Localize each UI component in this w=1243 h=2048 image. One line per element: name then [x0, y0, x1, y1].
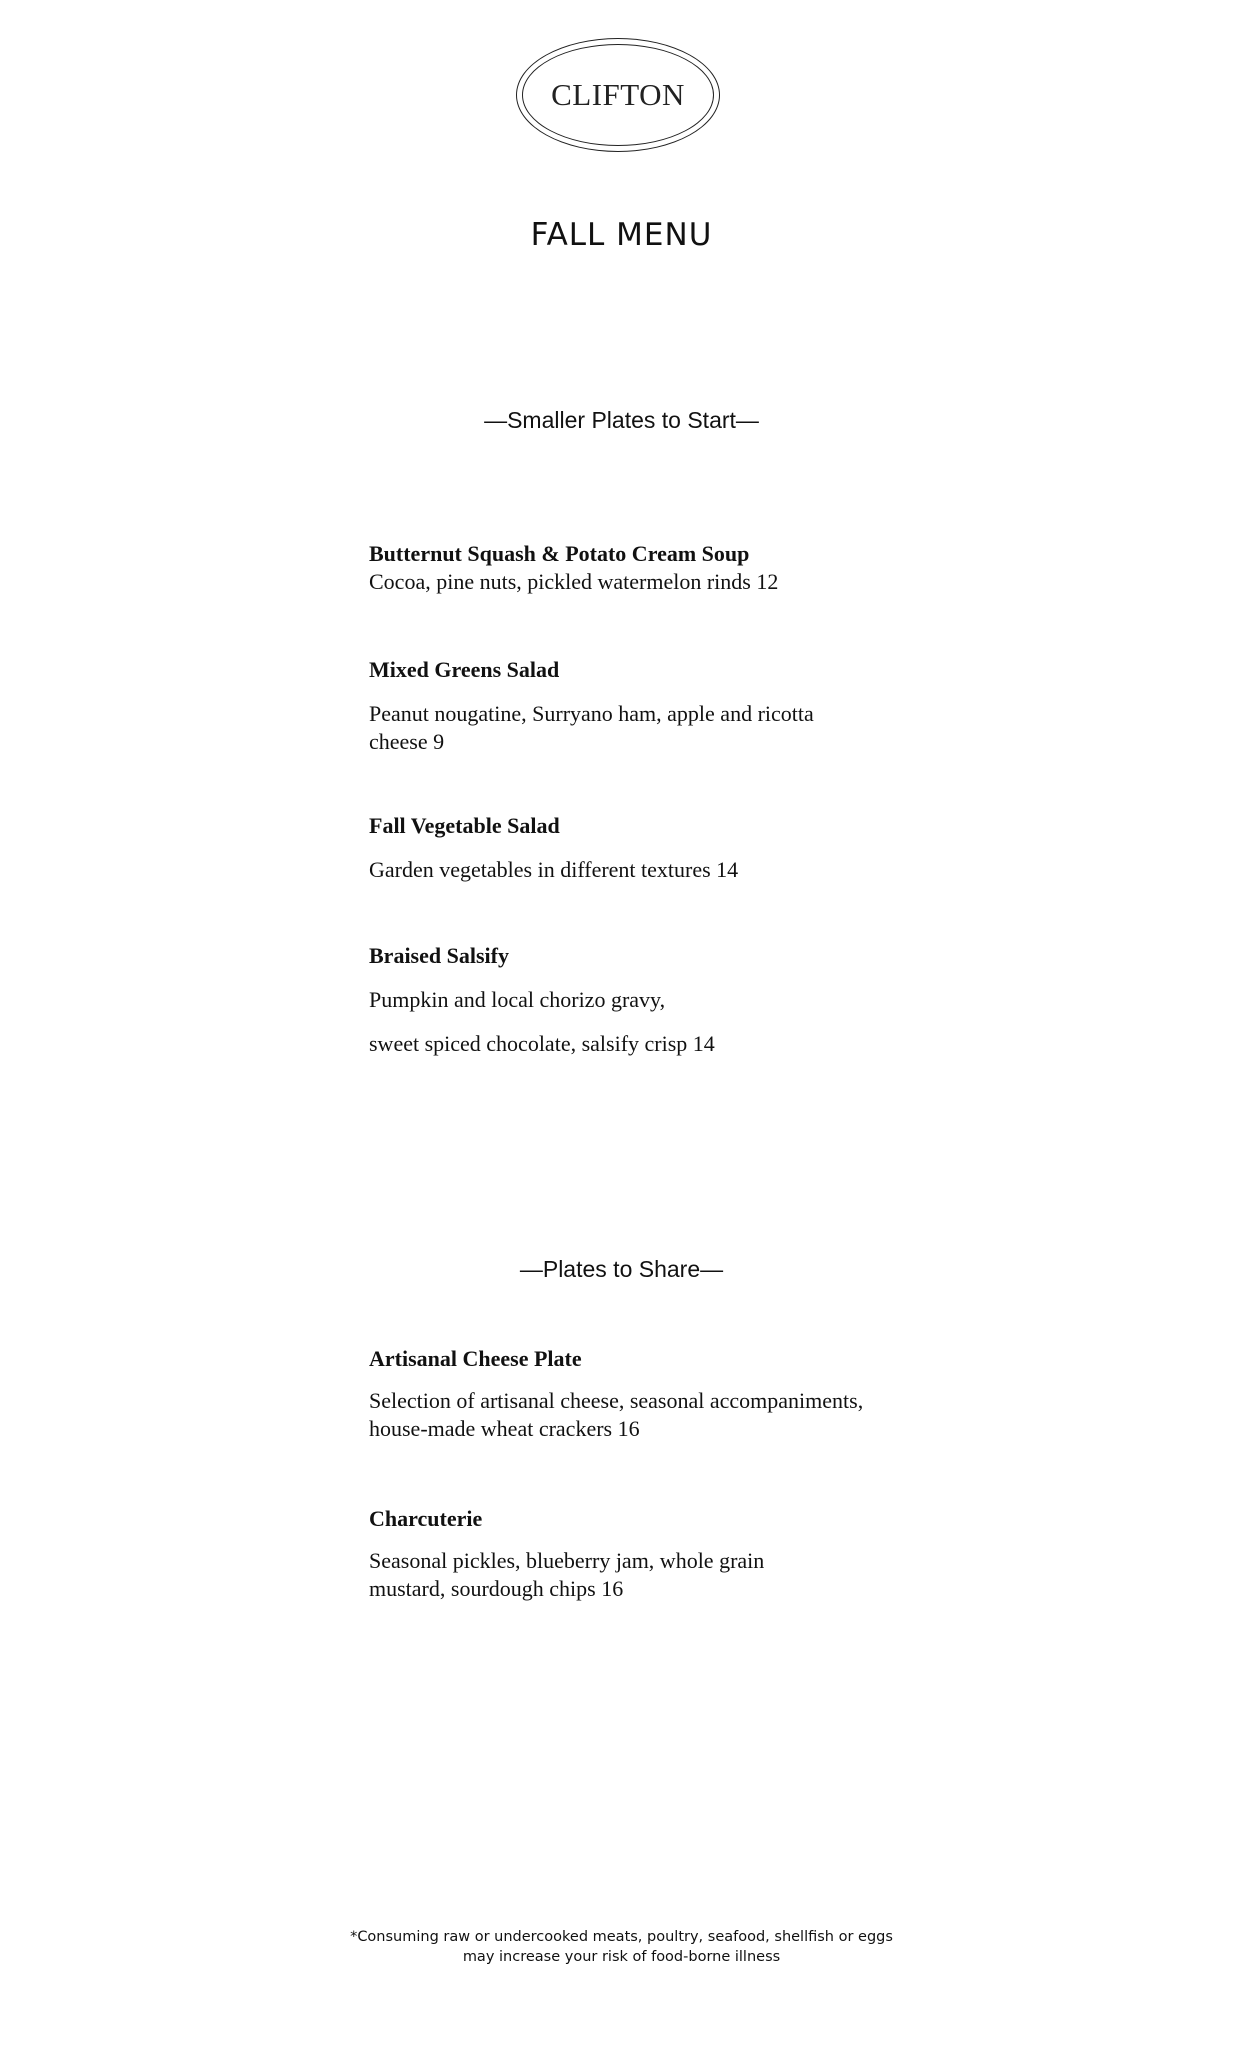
item-name: Braised Salsify: [369, 943, 509, 968]
disclaimer-line: *Consuming raw or undercooked meats, poultry, seafood, shellfish or eggs: [350, 1929, 893, 1945]
item-description: Garden vegetables in different textures 14: [369, 857, 739, 882]
menu-item-braised-salsify: [369, 942, 929, 1058]
clifton-logo: [516, 38, 720, 152]
item-name: Butternut Squash & Potato Cream Soup: [369, 541, 750, 566]
item-description: Seasonal pickles, blueberry jam, whole grain: [369, 1548, 765, 1573]
food-safety-disclaimer: [0, 1927, 1243, 1967]
section-heading-smaller-plates: —Smaller Plates to Start—: [484, 407, 759, 433]
item-description: Peanut nougatine, Surryano ham, apple and ricotta: [369, 701, 814, 726]
item-name: Charcuterie: [369, 1506, 483, 1531]
item-description: Pumpkin and local chorizo gravy,: [369, 987, 666, 1012]
item-description: cheese 9: [369, 729, 445, 754]
menu-item-mixed-greens-salad: [369, 656, 929, 756]
item-name: Fall Vegetable Salad: [369, 813, 560, 838]
menu-title: FALL MENU: [530, 217, 713, 253]
item-description: mustard, sourdough chips 16: [369, 1576, 624, 1601]
item-description: sweet spiced chocolate, salsify crisp 14: [369, 1031, 715, 1056]
item-description: Cocoa, pine nuts, pickled watermelon rinds 12: [369, 569, 779, 594]
menu-item-fall-vegetable-salad: [369, 812, 929, 884]
disclaimer-line: may increase your risk of food-borne illness: [462, 1949, 781, 1965]
menu-item-artisanal-cheese-plate: [369, 1345, 929, 1443]
menu-item-charcuterie: [369, 1505, 929, 1603]
item-name: Artisanal Cheese Plate: [369, 1346, 582, 1371]
item-name: Mixed Greens Salad: [369, 657, 560, 682]
section-heading-plates-to-share: —Plates to Share—: [519, 1256, 724, 1282]
item-description: Selection of artisanal cheese, seasonal accompaniments,: [369, 1388, 864, 1413]
menu-item-butternut-soup: [369, 540, 929, 596]
logo-text: CLIFTON: [551, 77, 685, 112]
item-description: house-made wheat crackers 16: [369, 1416, 640, 1441]
